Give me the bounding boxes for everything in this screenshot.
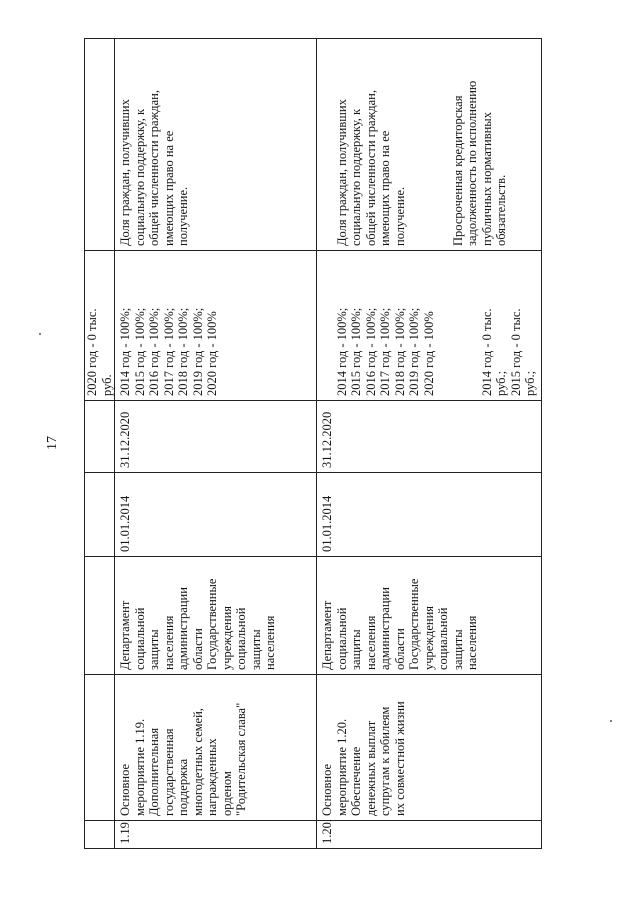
- cell-start: 01.01.2014: [115, 473, 317, 557]
- indicator-money-text: 2014 год - 0 тыс. руб.; 2015 год - 0 тыс. руб.;: [479, 308, 537, 396]
- cell-end: 31.12.2020: [317, 401, 542, 473]
- page-number: 17: [45, 436, 60, 450]
- cell-name: [85, 675, 115, 821]
- cell-end: 31.12.2020: [115, 401, 317, 473]
- table-row: [317, 39, 542, 849]
- table-row-continuation: [85, 39, 115, 849]
- cell-executor: [85, 557, 115, 675]
- cell-target: [85, 39, 115, 251]
- cell-end: [85, 401, 115, 473]
- spacer: [407, 43, 436, 246]
- measures-table: [84, 38, 542, 849]
- cell-name: Основное мероприятие 1.19. Дополнительная государственная поддержка многодетных семей, награжденных орденом "Родительская слава": [115, 675, 317, 821]
- cell-start: 01.01.2014: [317, 473, 542, 557]
- cell-num: 1.19.: [115, 821, 317, 849]
- scan-artifact: [610, 720, 612, 722]
- cell-start: [85, 473, 115, 557]
- spacer: [436, 255, 465, 396]
- cell-executor: Департамент социальной защиты населения администрации области Государственные учреждения социальной защиты населения: [317, 557, 542, 675]
- target-debt-text: Просроченная кредиторская задолженность по исполнению публичных нормативных обязательств.: [450, 80, 508, 246]
- cell-indicator: 2014 год - 100%; 2015 год - 100%; 2016 год - 100%; 2017 год - 100%; 2018 год - 100%; 2019 год - 100%; 2020 год - 100%: [115, 251, 317, 401]
- indicator-percent-text: 2014 год - 100%; 2015 год - 100%; 2016 год - 100%; 2017 год - 100%; 2018 год - 100%; 2019 год - 100%; 2020 год - 100%: [334, 307, 436, 396]
- cell-target: [317, 39, 542, 251]
- target-share-text: Доля граждан, получивших социальную поддержку, к общей численности граждан, имеющих право на ее получение.: [334, 90, 407, 246]
- scan-artifact: [39, 333, 41, 335]
- cell-name: Основное мероприятие 1.20. Обеспечение денежных выплат супругам к юбилеям их совместной жизни: [317, 675, 542, 821]
- measures-table-rotated: [84, 39, 539, 849]
- cell-executor: Департамент социальной защиты населения администрации области Государственные учреждения социальной защиты населения: [115, 557, 317, 675]
- cell-num: [85, 821, 115, 849]
- cell-indicator: 2020 год - 0 тыс. руб.: [85, 251, 115, 401]
- cell-target: Доля граждан, получивших социальную поддержку, к общей численности граждан, имеющих право на ее получение.: [115, 39, 317, 251]
- cell-indicator: [317, 251, 542, 401]
- table-row: [115, 39, 317, 849]
- cell-num: 1.20.: [317, 821, 542, 849]
